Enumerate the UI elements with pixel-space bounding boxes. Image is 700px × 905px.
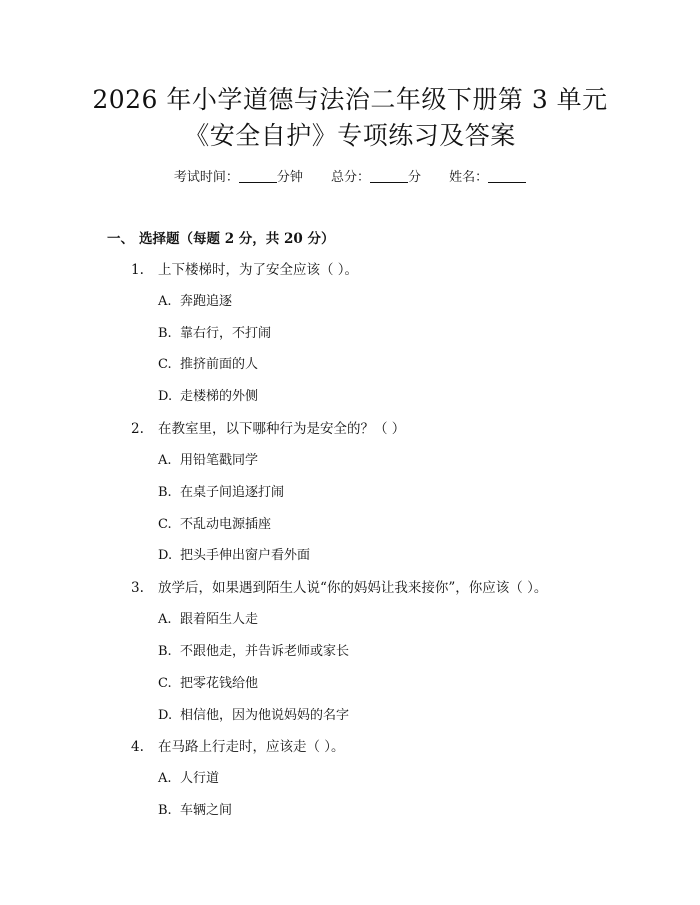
question-text: 上下楼梯时，为了安全应该（ ）。 xyxy=(158,262,359,278)
option-letter: A. xyxy=(158,771,172,786)
question-2-option-a xyxy=(158,451,258,471)
question-4 xyxy=(131,737,345,757)
option-text: 不乱动电源插座 xyxy=(180,517,272,532)
option-letter: B. xyxy=(158,803,172,818)
page-title-line-1: 2026 年小学道德与法治二年级下册第 3 单元 xyxy=(92,85,608,114)
option-text: 把零花钱给他 xyxy=(180,676,259,691)
option-text: 车辆之间 xyxy=(180,803,233,818)
option-text: 人行道 xyxy=(180,771,220,786)
exam-time-unit: 分钟 xyxy=(276,170,303,185)
option-text: 奔跑追逐 xyxy=(180,294,233,309)
question-3-option-a xyxy=(158,610,258,630)
option-letter: B. xyxy=(158,326,172,341)
option-letter: A. xyxy=(158,294,172,309)
question-4-option-a xyxy=(158,769,219,789)
question-text: 在马路上行走时，应该走（ ）。 xyxy=(158,739,345,755)
exam-time-field xyxy=(174,170,307,185)
question-number: 2. xyxy=(131,421,144,437)
total-score-unit: 分 xyxy=(408,170,422,185)
question-text: 放学后，如果遇到陌生人说“你的妈妈让我来接你”，你应该（ ）。 xyxy=(158,580,548,596)
question-3 xyxy=(131,578,547,598)
option-letter: B. xyxy=(158,485,172,500)
question-number: 1. xyxy=(131,262,144,278)
student-name-label: 姓名： xyxy=(449,170,489,185)
question-1-option-b xyxy=(158,324,271,344)
option-letter: D. xyxy=(158,708,173,723)
option-letter: D. xyxy=(158,389,173,404)
option-text: 推挤前面的人 xyxy=(180,357,259,372)
section-number: 一、 xyxy=(107,231,134,247)
question-number: 3. xyxy=(131,580,144,596)
option-letter: D. xyxy=(158,548,173,563)
option-text: 用铅笔戳同学 xyxy=(180,453,259,468)
option-text: 跟着陌生人走 xyxy=(180,612,259,627)
option-letter: A. xyxy=(158,612,172,627)
question-1-option-a xyxy=(158,292,232,312)
option-text: 相信他，因为他说妈妈的名字 xyxy=(180,708,350,723)
page-title-line-2: 《安全自护》专项练习及答案 xyxy=(184,121,516,150)
option-letter: C. xyxy=(158,357,172,372)
question-2-option-d xyxy=(158,546,310,566)
question-text: 在教室里，以下哪种行为是安全的？（ ） xyxy=(158,421,406,437)
section-heading xyxy=(107,229,334,249)
option-letter: A. xyxy=(158,453,172,468)
question-1 xyxy=(131,260,358,280)
question-2-option-c xyxy=(158,515,271,535)
option-text: 靠右行，不打闹 xyxy=(180,326,272,341)
option-letter: B. xyxy=(158,644,172,659)
exam-time-label: 考试时间： xyxy=(173,170,239,185)
question-1-option-c xyxy=(158,355,258,375)
question-number: 4. xyxy=(131,739,144,755)
total-score-blank xyxy=(370,168,408,183)
option-letter: C. xyxy=(158,517,172,532)
option-text: 在桌子间追逐打闹 xyxy=(180,485,285,500)
option-text: 走楼梯的外侧 xyxy=(180,389,259,404)
option-letter: C. xyxy=(158,676,172,691)
option-text: 不跟他走，并告诉老师或家长 xyxy=(180,644,350,659)
total-score-label: 总分： xyxy=(330,170,370,185)
question-1-option-d xyxy=(158,387,258,407)
question-2 xyxy=(131,419,405,439)
question-3-option-c xyxy=(158,674,258,694)
option-text: 把头手伸出窗户看外面 xyxy=(180,548,311,563)
student-name-blank xyxy=(488,168,526,183)
total-score-field xyxy=(331,170,425,185)
question-3-option-b xyxy=(158,642,349,662)
question-3-option-d xyxy=(158,706,349,726)
exam-info-row xyxy=(0,168,700,188)
question-2-option-b xyxy=(158,483,284,503)
exam-time-blank xyxy=(239,168,277,183)
student-name-field xyxy=(449,170,526,185)
question-4-option-b xyxy=(158,801,232,821)
section-title-text: 选择题（每题 2 分，共 20 分） xyxy=(139,231,335,247)
